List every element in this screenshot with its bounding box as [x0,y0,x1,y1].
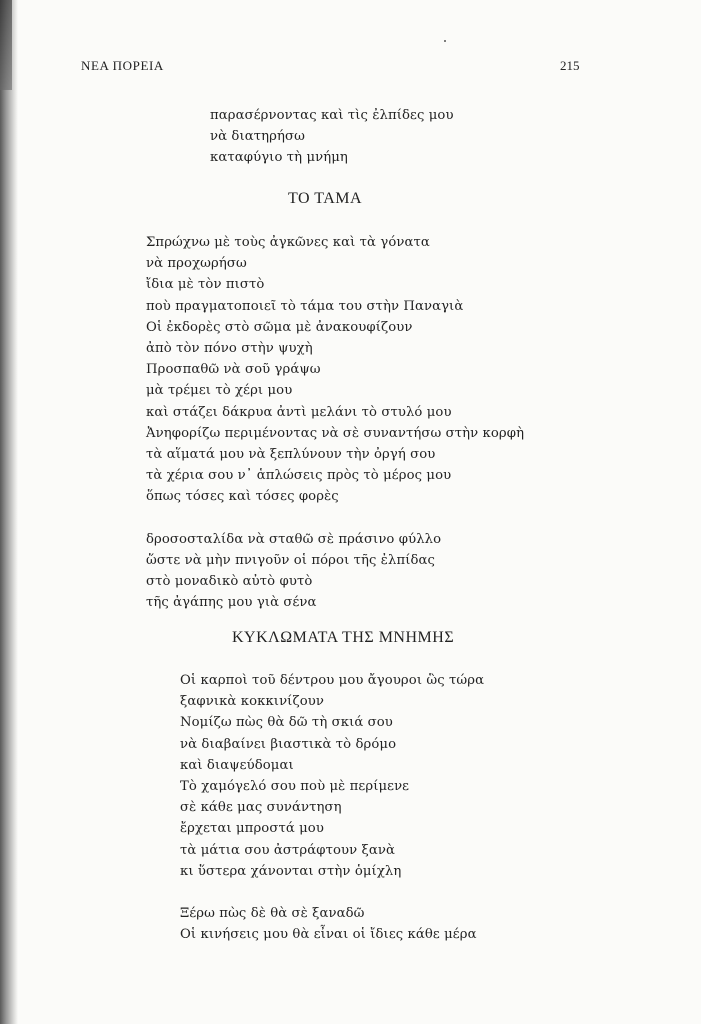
page-number: 215 [560,58,580,73]
verse-line: μὰ τρέμει τὸ χέρι μου [146,383,293,399]
verse-line: ἔρχεται μπροστά μου [180,821,324,837]
verse-line: Σπρώχνω μὲ τοὺς ἀγκῶνες καὶ τὰ γόνατα [146,235,430,250]
verse-line: Νομίζω πὼς θὰ δῶ τὴ σκιά σου [180,715,393,731]
verse-line: καὶ στάζει δάκρυα ἀντὶ μελάνι τὸ στυλό μου [146,404,452,420]
verse-line: Τὸ χαμόγελό σου ποὺ μὲ περίμενε [180,778,410,794]
verse-line: ἴδια μὲ τὸν πιστὸ [146,277,265,293]
verse-line: ἀπὸ τὸν πόνο στὴν ψυχὴ [146,340,313,356]
verse-line: Οἱ ἐκδορὲς στὸ σῶμα μὲ ἀνακουφίζουν [146,319,413,335]
verse-line: καταφύγιο τὴ μνήμη [210,150,348,166]
verse-line: ὥστε νὰ μὴν πνιγοῦν οἱ πόροι τῆς ἐλπίδας [146,552,436,568]
verse-line: Ἀνηφορίζω περιμένοντας νὰ σὲ συναντήσω στὴν κορφὴ [146,425,525,441]
verse-line: τὰ μάτια σου ἀστράφτουν ξανὰ [180,842,396,858]
verse-line: νὰ διατηρήσω [210,129,305,145]
verse-line: Ξέρω πὼς δὲ θὰ σὲ ξαναδῶ [180,906,365,922]
poem-kyklomata [180,670,484,945]
verse-line: δροσοσταλίδα νὰ σταθῶ σὲ πράσινο φύλλο [146,531,442,547]
book-spine-shadow [0,0,18,1024]
poem-title-to-tama: ΤΟ ΤΑΜΑ [288,190,363,207]
verse-line: τὰ χέρια σου ν᾽ ἁπλώσεις πρὸς τὸ μέρος μου [146,468,452,484]
verse-line: σὲ κάθε μας συνάντηση [180,800,342,816]
verse-line: παρασέρνοντας καὶ τὶς ἐλπίδες μου [210,108,454,123]
paper-speck [444,40,446,42]
verse-line: τῆς ἀγάπης μου γιὰ σένα [146,595,317,611]
verse-line: Οἱ καρποὶ τοῦ δέντρου μου ἄγουροι ὣς τώρα [180,673,485,688]
stanza-break [146,507,524,528]
previous-poem-ending [210,105,454,169]
verse-line: Οἱ κινήσεις μου θὰ εἶναι οἱ ἴδιες κάθε μέρα [180,927,477,943]
verse-line: ποὺ πραγματοποιεῖ τὸ τάμα του στὴν Παναγιὰ [146,298,464,314]
verse-line: τὰ αἵματά μου νὰ ξεπλύνουν τὴν ὀργή σου [146,446,436,462]
verse-line: ὅπως τόσες καὶ τόσες φορὲς [146,489,339,505]
poem-title-kyklomata: ΚΥΚΛΩΜΑΤΑ ΤΗΣ ΜΝΗΜΗΣ [232,629,455,646]
verse-line: ξαφνικὰ κοκκινίζουν [180,694,324,710]
stanza-break [180,882,484,903]
verse-line: νὰ διαβαίνει βιαστικὰ τὸ δρόμο [180,736,397,752]
verse-line: Προσπαθῶ νὰ σοῦ γράψω [146,362,321,378]
verse-line: στὸ μοναδικὸ αὐτὸ φυτὸ [146,574,313,589]
verse-line: κι ὕστερα χάνονται στὴν ὁμίχλη [180,863,402,879]
poem-to-tama [146,232,524,613]
spine-dark-edge [0,0,12,90]
running-head: ΝΕΑ ΠΟΡΕΙΑ [81,58,164,73]
verse-line: καὶ διαψεύδομαι [180,757,294,773]
verse-line: νὰ προχωρήσω [146,256,247,272]
